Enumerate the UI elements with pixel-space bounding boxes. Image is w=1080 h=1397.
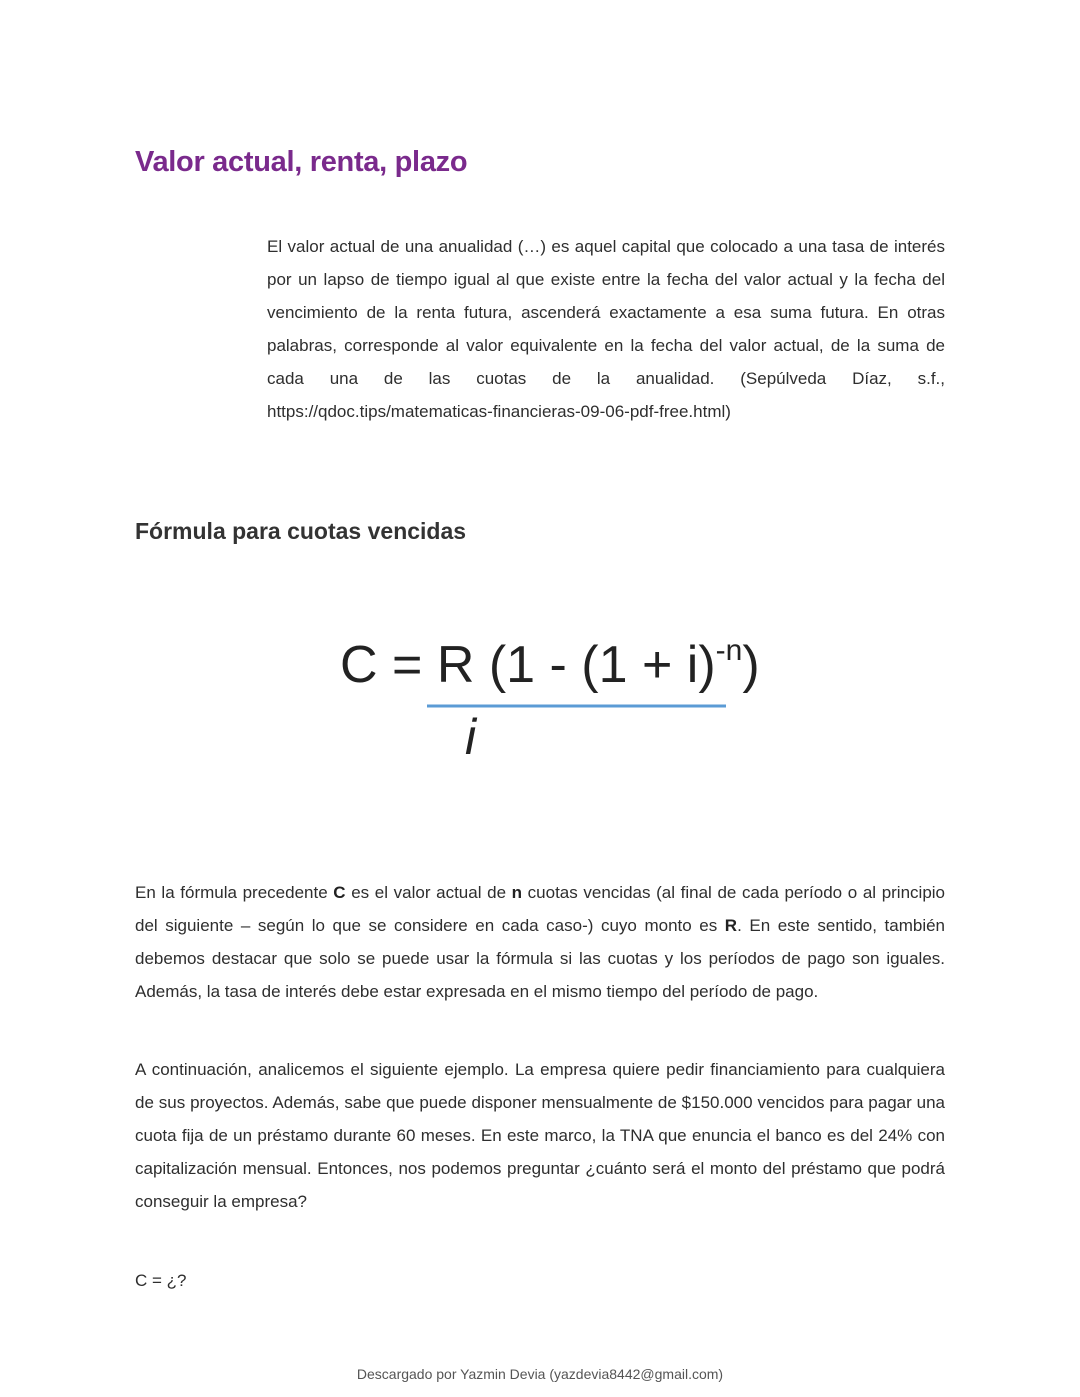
para1-bold-r: R bbox=[724, 916, 738, 935]
para1-text-4: . En este sentido, también debemos destacar que solo se puede usar la fórmula si las cuotas y los períodos de pago son iguales. Además, la tasa de interés debe estar expresada en el mismo tiempo del período de pago. bbox=[135, 916, 946, 1001]
para1-text-2: es el valor actual de bbox=[345, 883, 512, 902]
download-footer: Descargado por Yazmin Devia (yazdevia8442@gmail.com) bbox=[356, 1366, 724, 1382]
formula-exponent: -n bbox=[715, 634, 743, 667]
formula-main: C = R (1 - (1 + i) bbox=[340, 636, 716, 694]
explanation-paragraph bbox=[135, 876, 945, 1008]
formula-numerator bbox=[340, 634, 760, 694]
question-line: C = ¿? bbox=[135, 1271, 187, 1290]
para1-text-1: En la fórmula precedente bbox=[135, 883, 334, 902]
formula-denominator: i bbox=[465, 709, 477, 765]
quote-paragraph: El valor actual de una anualidad (…) es aquel capital que colocado a una tasa de interés por un lapso de tiempo igual al que existe entre la fecha del valor actual y la fecha del vencimiento de la renta futura, ascenderá exactamente a esa suma futura. En otras palabras, corresponde al valor equivalente en la fecha del valor actual, de la suma de cada una de las cuotas de la anualidad. (Sepúlveda Díaz, s.f., https://qdoc.tips/matematicas-financieras-09-06-pdf-free.html) bbox=[267, 237, 945, 421]
para1-bold-c: C bbox=[333, 883, 346, 902]
page-title: Valor actual, renta, plazo bbox=[135, 146, 468, 178]
section-subtitle: Fórmula para cuotas vencidas bbox=[135, 518, 467, 544]
formula-close: ) bbox=[742, 636, 760, 694]
example-paragraph: A continuación, analicemos el siguiente ejemplo. La empresa quiere pedir financiamiento para cualquiera de sus proyectos. Además, sabe que puede disponer mensualmente de $150.000 vencidos para pagar una cuota fija de un préstamo durante 60 meses. En este marco, la TNA que enuncia el banco es del 24% con capitalización mensual. Entonces, nos podemos preguntar ¿cuánto será el monto del préstamo que podrá conseguir la empresa? bbox=[135, 1060, 945, 1211]
formula-image bbox=[300, 620, 780, 770]
para1-text-3: cuotas vencidas (al final de cada período o al principio del siguiente – según lo que se considere en cada caso-) cuyo monto es bbox=[135, 883, 946, 935]
para1-bold-n: n bbox=[511, 883, 523, 902]
